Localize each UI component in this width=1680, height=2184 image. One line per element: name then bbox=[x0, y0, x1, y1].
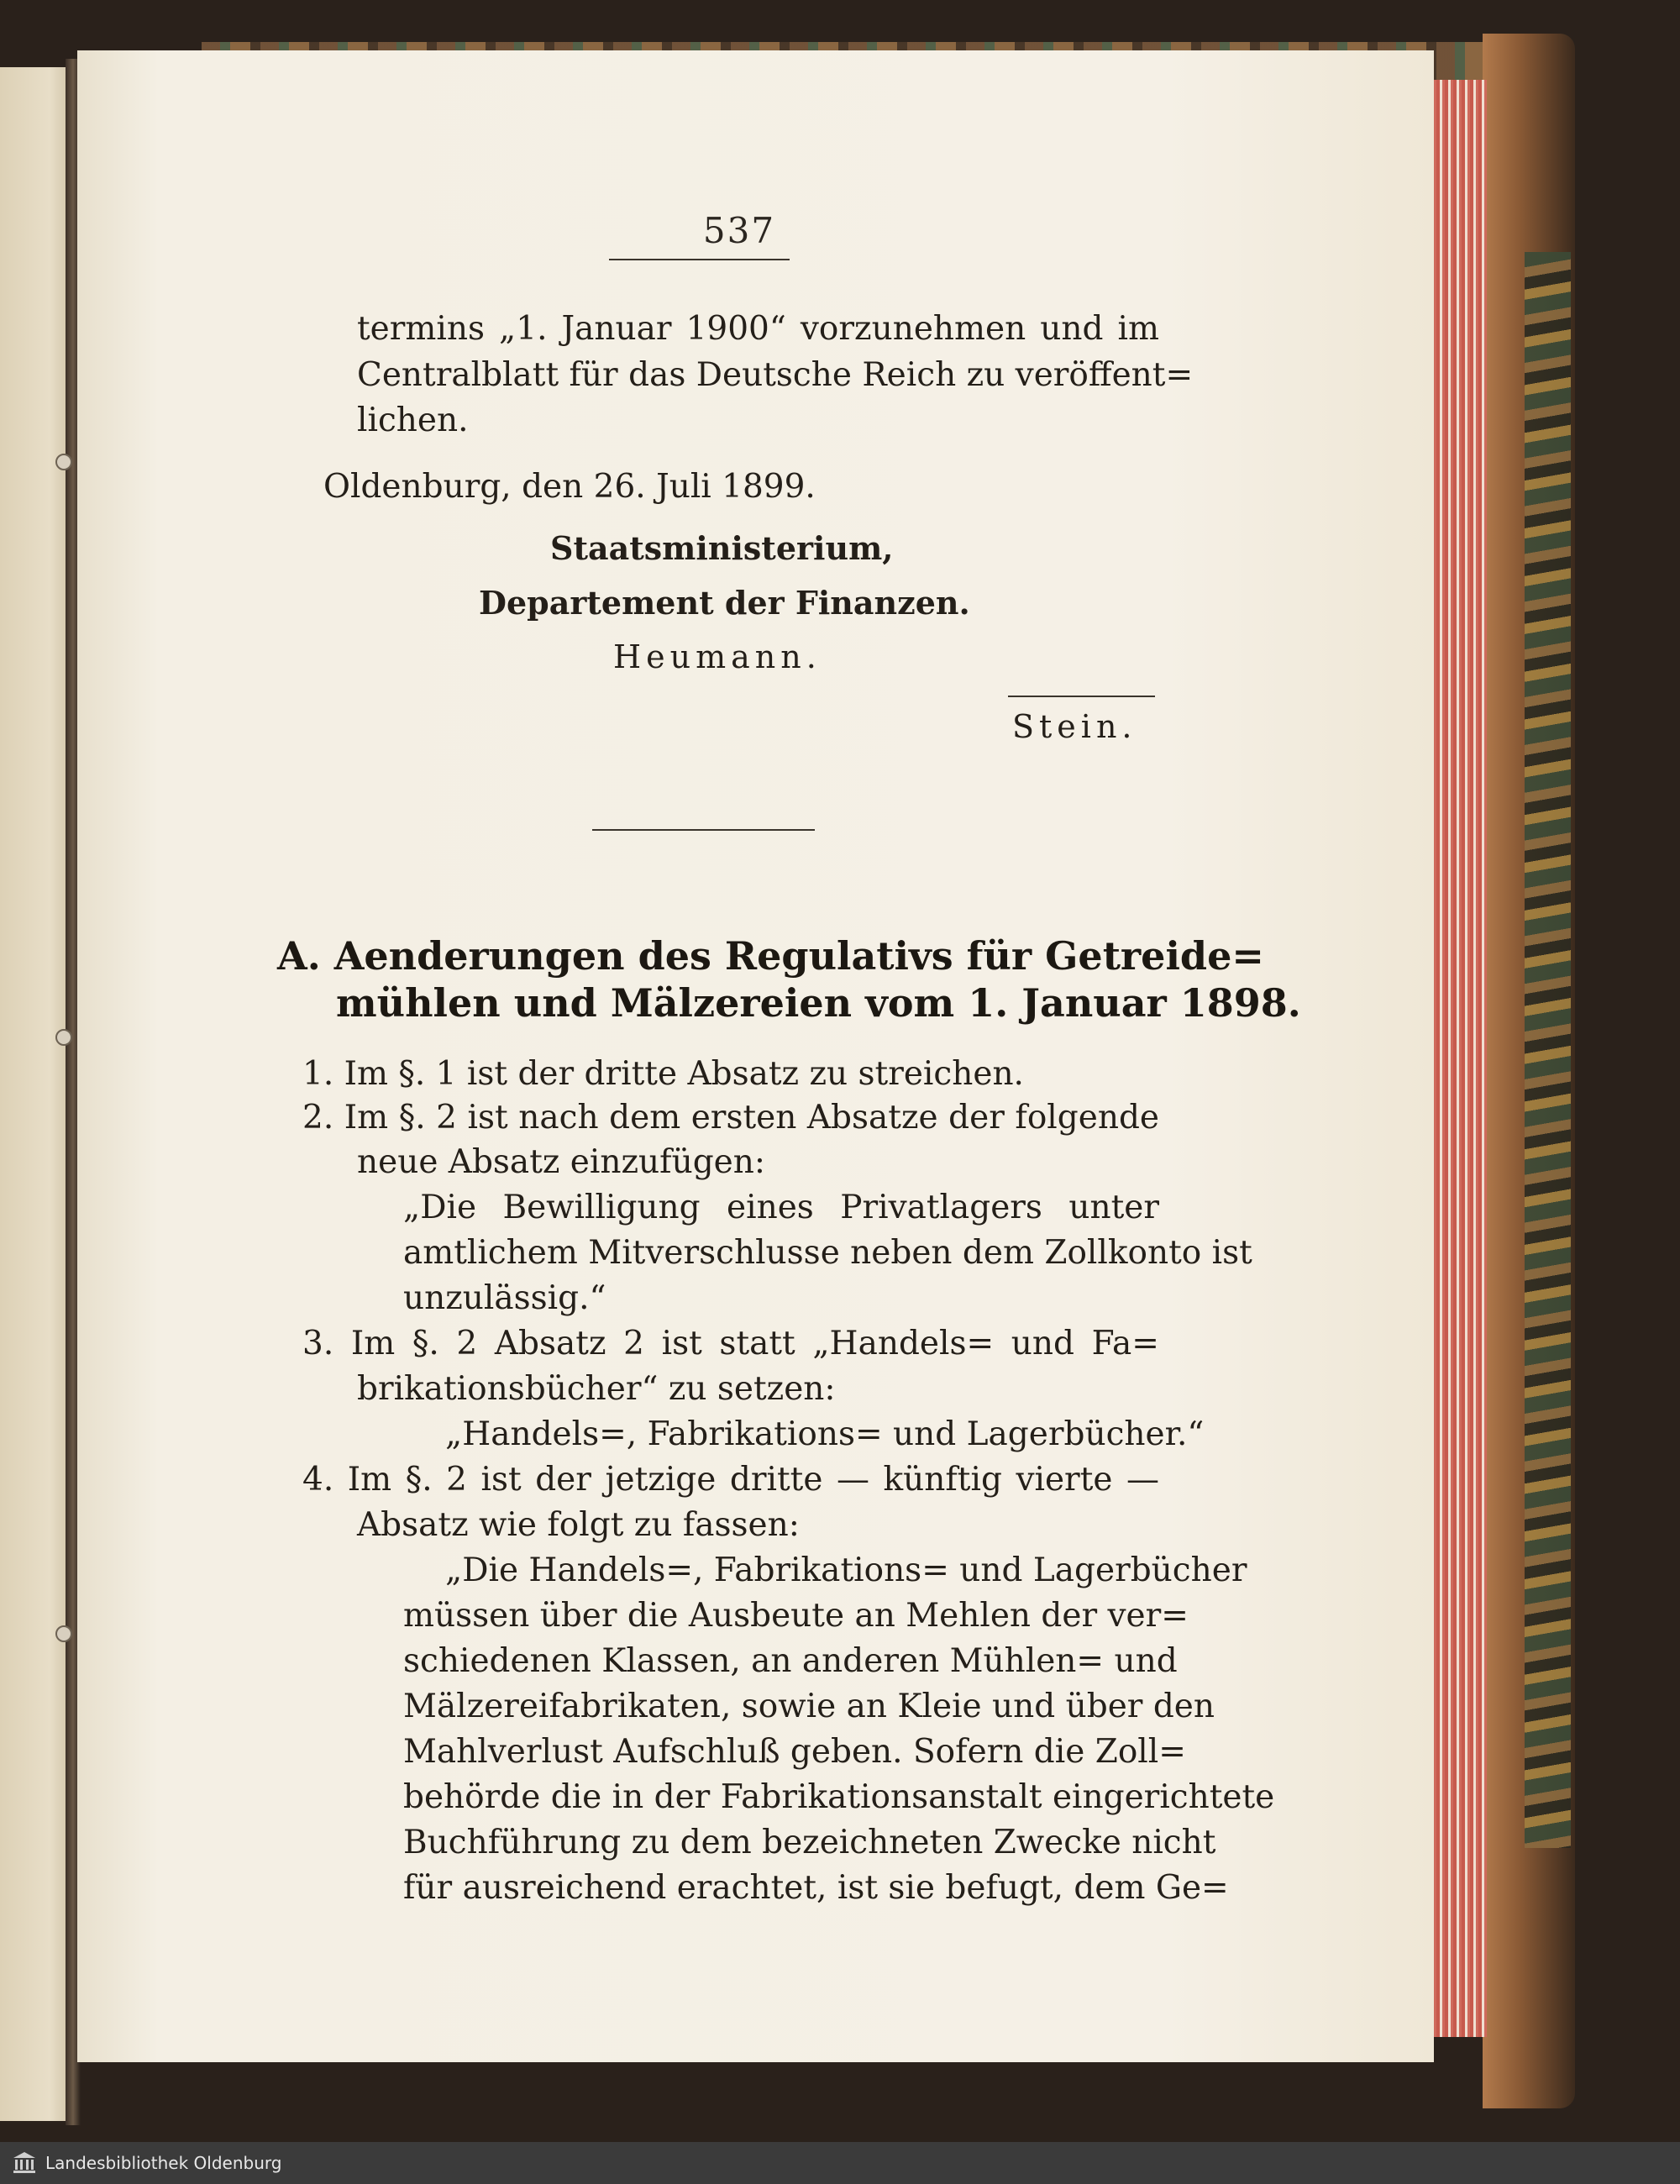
text-line: Centralblatt für das Deutsche Reich zu veröffent= bbox=[357, 356, 1194, 394]
list-item-2-cont: neue Absatz einzufügen: bbox=[357, 1143, 765, 1181]
text-line: termins „1. Januar 1900“ vorzunehmen und im bbox=[357, 310, 1159, 348]
quote-line: schiedenen Klassen, an anderen Mühlen= und bbox=[403, 1642, 1178, 1680]
signature-rule bbox=[1008, 696, 1155, 697]
quote-line: „Handels=, Fabrikations= und Lagerbücher.“ bbox=[445, 1415, 1205, 1453]
marbled-cover bbox=[1525, 252, 1571, 1848]
quote-line: Buchführung zu dem bezeichneten Zwecke nicht bbox=[403, 1824, 1216, 1861]
list-item-3-cont: brikationsbücher“ zu setzen: bbox=[357, 1370, 836, 1408]
signature-ministry: Staatsministerium, bbox=[550, 529, 894, 567]
page-edges bbox=[1428, 80, 1487, 2037]
quote-line: müssen über die Ausbeute an Mehlen der ver= bbox=[403, 1597, 1189, 1635]
quote-line: „Die Bewilligung eines Privatlagers unter bbox=[403, 1189, 1159, 1226]
list-item-4: 4. Im §. 2 ist der jetzige dritte — künftig vierte — bbox=[302, 1461, 1159, 1499]
signature-name: Heumann. bbox=[613, 638, 822, 675]
quote-line: Mahlverlust Aufschluß geben. Sofern die Zoll= bbox=[403, 1733, 1186, 1771]
left-page-edge bbox=[0, 67, 71, 2121]
library-building-icon bbox=[12, 2150, 37, 2175]
signature-department: Departement der Finanzen. bbox=[479, 584, 970, 622]
binding-stitch bbox=[55, 1029, 72, 1046]
quote-line: Mälzereifabrikaten, sowie an Kleie und über den bbox=[403, 1688, 1215, 1725]
page-number: 537 bbox=[702, 210, 776, 251]
binding-stitch bbox=[55, 1625, 72, 1642]
list-item-1: 1. Im §. 1 ist der dritte Absatz zu streichen. bbox=[302, 1055, 1024, 1093]
text-line: lichen. bbox=[357, 402, 469, 439]
list-item-2: 2. Im §. 2 ist nach dem ersten Absatze der folgende bbox=[302, 1099, 1159, 1137]
footer-library-link[interactable]: Landesbibliothek Oldenburg bbox=[45, 2153, 282, 2173]
quote-line: „Die Handels=, Fabrikations= und Lagerbücher bbox=[445, 1551, 1247, 1589]
section-heading-line2: mühlen und Mälzereien vom 1. Januar 1898. bbox=[336, 980, 1301, 1026]
quote-line: amtlichem Mitverschlusse neben dem Zollkonto ist bbox=[403, 1234, 1252, 1272]
binding-stitch bbox=[55, 454, 72, 470]
signature-countersign: Stein. bbox=[1012, 708, 1137, 745]
section-heading-line1: A. Aenderungen des Regulativs für Getreide= bbox=[277, 933, 1264, 979]
list-item-3: 3. Im §. 2 Absatz 2 ist statt „Handels= und Fa= bbox=[302, 1325, 1159, 1362]
place-date: Oldenburg, den 26. Juli 1899. bbox=[323, 468, 816, 506]
list-item-4-cont: Absatz wie folgt zu fassen: bbox=[357, 1506, 800, 1544]
quote-line: behörde die in der Fabrikationsanstalt eingerichtete bbox=[403, 1778, 1275, 1816]
section-divider bbox=[592, 829, 815, 831]
page-number-rule bbox=[609, 259, 790, 260]
quote-line: für ausreichend erachtet, ist sie befugt, dem Ge= bbox=[403, 1869, 1229, 1907]
quote-line: unzulässig.“ bbox=[403, 1279, 606, 1317]
